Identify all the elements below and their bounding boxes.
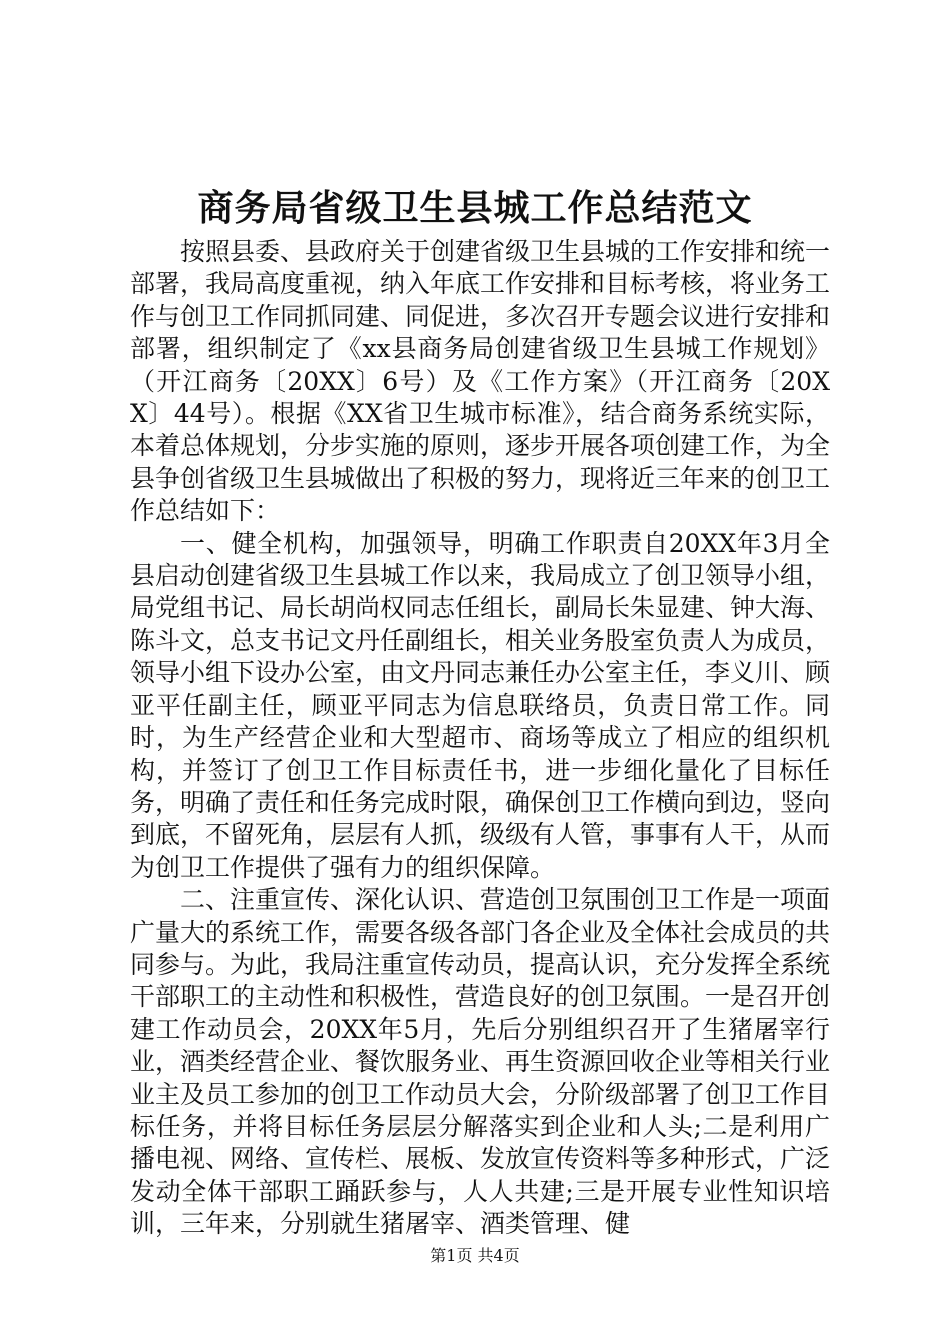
paragraph-section-2: 二、注重宣传、深化认识、营造创卫氛围创卫工作是一项面广量大的系统工作，需要各级各部门各企业及全体社会成员的共同参与。为此，我局注重宣传动员，提高认识，充分发挥全系统干部职工的主动性和积极性，营造良好的创卫氛围。一是召开创建工作动员会，20XX年5月，先后分别组织召开了生猪屠宰行业，酒类经营企业、餐饮服务业、再生资源回收企业等相关行业业主及员工参加的创卫工作动员大会，分阶级部署了创卫工作目标任务，并将目标任务层层分解落实到企业和人头;二是利用广播电视、网络、宣传栏、展板、发放宣传资料等多种形式，广泛发动全体干部职工踊跃参与，人人共建;三是开展专业性知识培训，三年来，分别就生猪屠宰、酒类管理、健 [130, 885, 831, 1239]
document-title: 商务局省级卫生县城工作总结范文 [197, 187, 753, 229]
page-number-footer: 第1页 共4页 [430, 1246, 520, 1265]
document-body [130, 236, 830, 1241]
paragraph-intro: 按照县委、县政府关于创建省级卫生县城的工作安排和统一部署，我局高度重视，纳入年底工作安排和目标考核，将业务工作与创卫工作同抓同建、同促进，多次召开专题会议进行安排和部署，组织制定了《xx县商务局创建省级卫生县城工作规划》（开江商务〔20XX〕6号）及《工作方案》（开江商务〔20XX〕44号）。根据《XX省卫生城市标准》，结合商务系统实际，本着总体规划，分步实施的原则，逐步开展各项创建工作，为全县争创省级卫生县城做出了积极的努力，现将近三年来的创卫工作总结如下： [130, 237, 831, 526]
paragraph-section-1: 一、健全机构，加强领导，明确工作职责自20XX年3月全县启动创建省级卫生县城工作以来，我局成立了创卫领导小组，局党组书记、局长胡尚权同志任组长，副局长朱显建、钟大海、陈斗文，总支书记文丹任副组长，相关业务股室负责人为成员，领导小组下设办公室，由文丹同志兼任办公室主任，李义川、顾亚平任副主任，顾亚平同志为信息联络员，负责日常工作。同时，为生产经营企业和大型超市、商场等成立了相应的组织机构，并签订了创卫工作目标责任书，进一步细化量化了目标任务，明确了责任和任务完成时限，确保创卫工作横向到边，竖向到底，不留死角，层层有人抓，级级有人管，事事有人干，从而为创卫工作提供了强有力的组织保障。 [130, 528, 831, 882]
